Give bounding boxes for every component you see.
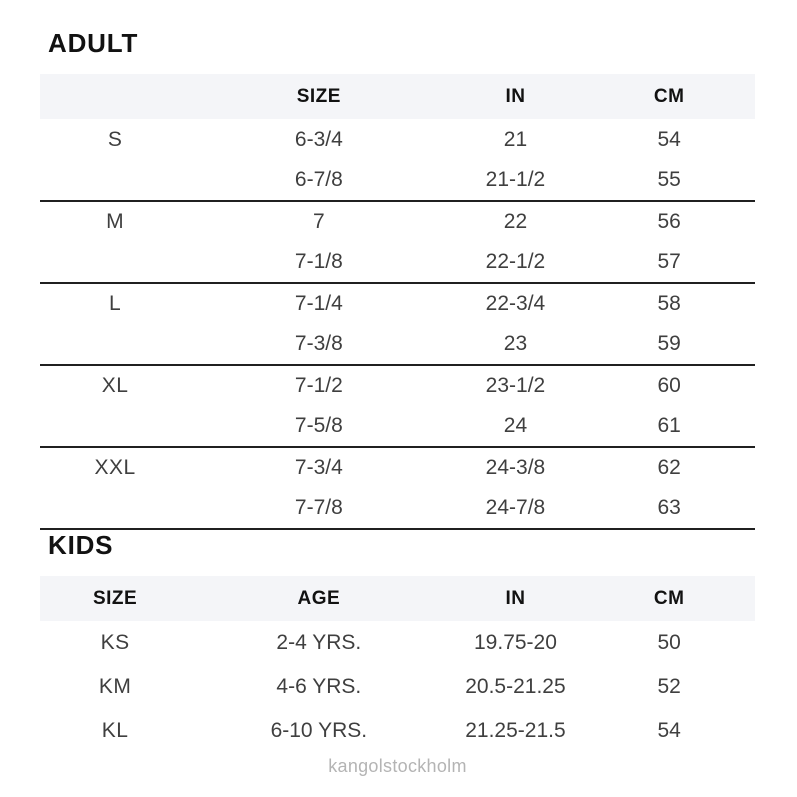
adult-table-row — [40, 488, 755, 529]
adult-table-row — [40, 160, 755, 201]
cm-value: 59 — [583, 324, 755, 365]
kids-section — [40, 530, 755, 753]
cm-value: 55 — [583, 160, 755, 201]
cm-value: 61 — [583, 406, 755, 447]
hat-size-value: 7-5/8 — [190, 406, 447, 447]
watermark-text: kangolstockholm — [328, 756, 467, 776]
size-group-label — [40, 406, 190, 447]
hat-size-value: 7-1/2 — [294, 374, 343, 397]
adult-table-row — [40, 406, 755, 447]
kids-size-table — [40, 576, 755, 753]
column-header-size: SIZE — [190, 74, 447, 119]
column-header-cm: CM — [583, 74, 755, 119]
size-group-label: M — [106, 210, 125, 233]
hat-size-value: 7-1/8 — [190, 242, 447, 283]
inches-value: 19.75-20 — [474, 631, 557, 654]
inches-value: 22 — [503, 210, 528, 233]
cm-value: 54 — [657, 127, 681, 151]
column-header-cm: CM — [583, 576, 755, 621]
adult-table-row — [40, 119, 755, 160]
adult-table-row — [40, 283, 755, 324]
inches-value: 21-1/2 — [448, 160, 584, 201]
cm-value: 54 — [657, 719, 681, 742]
cm-value: 62 — [657, 456, 681, 479]
age-value: 4-6 YRS. — [276, 675, 362, 698]
cm-value: 60 — [657, 374, 681, 397]
kids-table-row — [40, 665, 755, 709]
kids-section-title: KIDS — [48, 530, 114, 560]
adult-section-title: ADULT — [48, 28, 139, 58]
age-value: 6-10 YRS. — [270, 719, 368, 742]
kids-table-row — [40, 709, 755, 753]
kids-size-label: KM — [98, 675, 132, 698]
column-header-in: IN — [448, 74, 584, 119]
inches-value: 22-3/4 — [485, 292, 546, 315]
inches-value: 24-7/8 — [448, 488, 584, 529]
hat-size-value: 6-7/8 — [190, 160, 447, 201]
adult-table-row — [40, 365, 755, 406]
size-group-label — [40, 488, 190, 529]
size-group-label: L — [108, 292, 122, 315]
inches-value: 21.25-21.5 — [465, 719, 566, 742]
cm-value: 57 — [583, 242, 755, 283]
adult-size-table — [40, 74, 755, 530]
cm-value: 50 — [657, 631, 681, 654]
inches-value: 23-1/2 — [485, 374, 546, 397]
size-group-label — [40, 160, 190, 201]
cm-value: 58 — [657, 292, 681, 315]
hat-size-value: 7-1/4 — [294, 292, 343, 315]
hat-size-value: 7-3/4 — [294, 456, 343, 479]
inches-value: 24 — [448, 406, 584, 447]
hat-size-value: 7-7/8 — [190, 488, 447, 529]
adult-table-row — [40, 324, 755, 365]
kids-size-label: KS — [100, 631, 130, 654]
adult-table-row — [40, 242, 755, 283]
adult-table-row — [40, 447, 755, 488]
column-header-age: AGE — [190, 576, 447, 621]
page-footer — [40, 756, 755, 777]
age-value: 2-4 YRS. — [276, 631, 362, 654]
cm-value: 56 — [657, 210, 681, 233]
column-header-in: IN — [448, 576, 584, 621]
hat-size-value: 6-3/4 — [294, 127, 343, 151]
size-group-label: XL — [101, 374, 129, 397]
cm-value: 52 — [657, 675, 681, 698]
inches-value: 24-3/8 — [485, 456, 546, 479]
size-group-label — [40, 324, 190, 365]
size-group-label: S — [107, 127, 123, 151]
inches-value: 21 — [503, 127, 528, 151]
inches-value: 23 — [448, 324, 584, 365]
size-group-label — [40, 242, 190, 283]
kids-size-label: KL — [101, 719, 129, 742]
kids-header-row — [40, 576, 755, 621]
inches-value: 20.5-21.25 — [465, 675, 566, 698]
hat-size-value: 7-3/8 — [190, 324, 447, 365]
inches-value: 22-1/2 — [448, 242, 584, 283]
kids-table-row — [40, 621, 755, 665]
hat-size-value: 7 — [312, 210, 325, 233]
adult-table-row — [40, 201, 755, 242]
adult-header-row — [40, 74, 755, 119]
column-header-size: SIZE — [40, 576, 190, 621]
adult-section — [40, 28, 755, 530]
column-header-blank — [40, 74, 190, 119]
cm-value: 63 — [583, 488, 755, 529]
size-group-label: XXL — [94, 456, 136, 479]
